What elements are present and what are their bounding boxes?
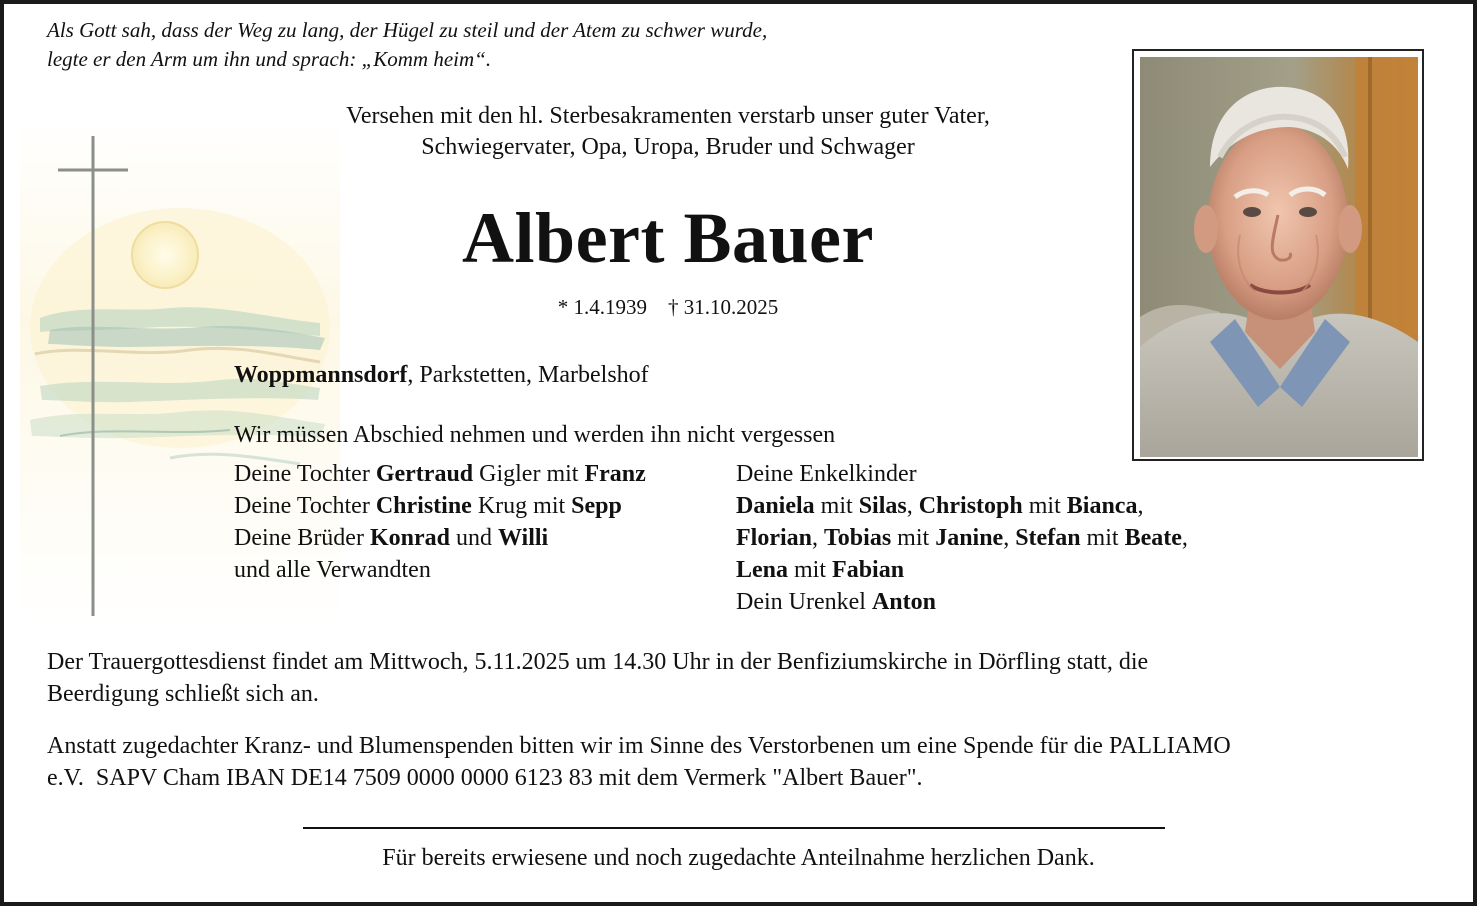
poem-line-2: legte er den Arm um ihn und sprach: „Komm heim“. (47, 47, 492, 71)
name-part: Christoph (918, 493, 1023, 519)
family-right-3 (736, 558, 904, 582)
name-part: Christine (375, 493, 472, 519)
portrait-photo (1140, 57, 1418, 457)
family-left-3 (234, 526, 548, 550)
poem-line-1: Als Gott sah, dass der Weg zu lang, der Hügel zu steil und der Atem zu schwer wurde, (47, 18, 768, 42)
text-part: Krug mit (471, 493, 572, 519)
text-part: Deine Tochter (234, 493, 376, 519)
text-part: mit (788, 557, 833, 583)
family-left-1 (234, 462, 646, 486)
name-part: Bianca (1066, 493, 1138, 519)
text-part: mit (814, 493, 859, 519)
name-part: Gertraud (375, 461, 474, 487)
service-line-1: Der Trauergottesdienst findet am Mittwoch, 5.11.2025 um 14.30 Uhr in der Benfiziumskirche in Dörfling statt, die (47, 649, 1149, 675)
name-part: Sepp (571, 493, 622, 519)
name-part: Daniela (736, 493, 815, 519)
family-left-4: und alle Verwandten (234, 557, 431, 583)
name-part: Lena (736, 557, 789, 583)
place-rest: , Parkstetten, Marbelshof (407, 362, 649, 388)
family-right-heading: Deine Enkelkinder (736, 461, 917, 487)
name-part: Willi (497, 525, 549, 551)
text-part: , (1003, 525, 1016, 551)
family-right-1 (736, 494, 1143, 518)
text-part: Deine Tochter (234, 461, 376, 487)
text-part: mit (1022, 493, 1067, 519)
family-left-2 (234, 494, 622, 518)
thanks-line: Für bereits erwiesene und noch zugedachte Anteilnahme herzlichen Dank. (382, 845, 1095, 871)
place-main: Woppmannsdorf (234, 362, 408, 388)
donation-line-2: e.V. SAPV Cham IBAN DE14 7509 0000 0000 6123 83 mit dem Vermerk "Albert Bauer". (47, 765, 923, 791)
intro-line-2: Schwiegervater, Opa, Uropa, Bruder und Schwager (421, 134, 915, 160)
life-dates: * 1.4.1939 † 31.10.2025 (557, 295, 779, 319)
text-part: , (1181, 525, 1188, 551)
family-right-2 (736, 526, 1188, 550)
text-part: mit (891, 525, 936, 551)
farewell-line: Wir müssen Abschied nehmen und werden ihn nicht vergessen (234, 422, 836, 448)
text-part: Deine Brüder (234, 525, 370, 551)
text-part: , (812, 525, 824, 551)
name-part: Anton (871, 589, 936, 615)
text-part: Gigler mit (473, 461, 585, 487)
family-right-4 (736, 590, 936, 614)
text-part: , (906, 493, 919, 519)
text-part: Dein Urenkel (736, 589, 872, 615)
service-line-2: Beerdigung schließt sich an. (47, 681, 319, 707)
name-part: Beate (1124, 525, 1182, 551)
deceased-name: Albert Bauer (462, 198, 874, 278)
text-part: , (1137, 493, 1144, 519)
name-part: Silas (858, 493, 907, 519)
name-part: Fabian (832, 557, 905, 583)
places-line (234, 363, 649, 387)
name-part: Stefan (1015, 525, 1081, 551)
text-part: und (449, 525, 498, 551)
divider-line (303, 827, 1165, 829)
intro-line-1: Versehen mit den hl. Sterbesakramenten verstarb unser guter Vater, (346, 103, 990, 129)
name-part: Franz (584, 461, 646, 487)
name-part: Tobias (824, 525, 892, 551)
name-part: Florian (736, 525, 812, 551)
name-part: Janine (935, 525, 1004, 551)
donation-line-1: Anstatt zugedachter Kranz- und Blumenspenden bitten wir im Sinne des Verstorbenen um eine Spende für die PALLIAMO (47, 733, 1231, 759)
name-part: Konrad (369, 525, 450, 551)
text-part: mit (1080, 525, 1125, 551)
